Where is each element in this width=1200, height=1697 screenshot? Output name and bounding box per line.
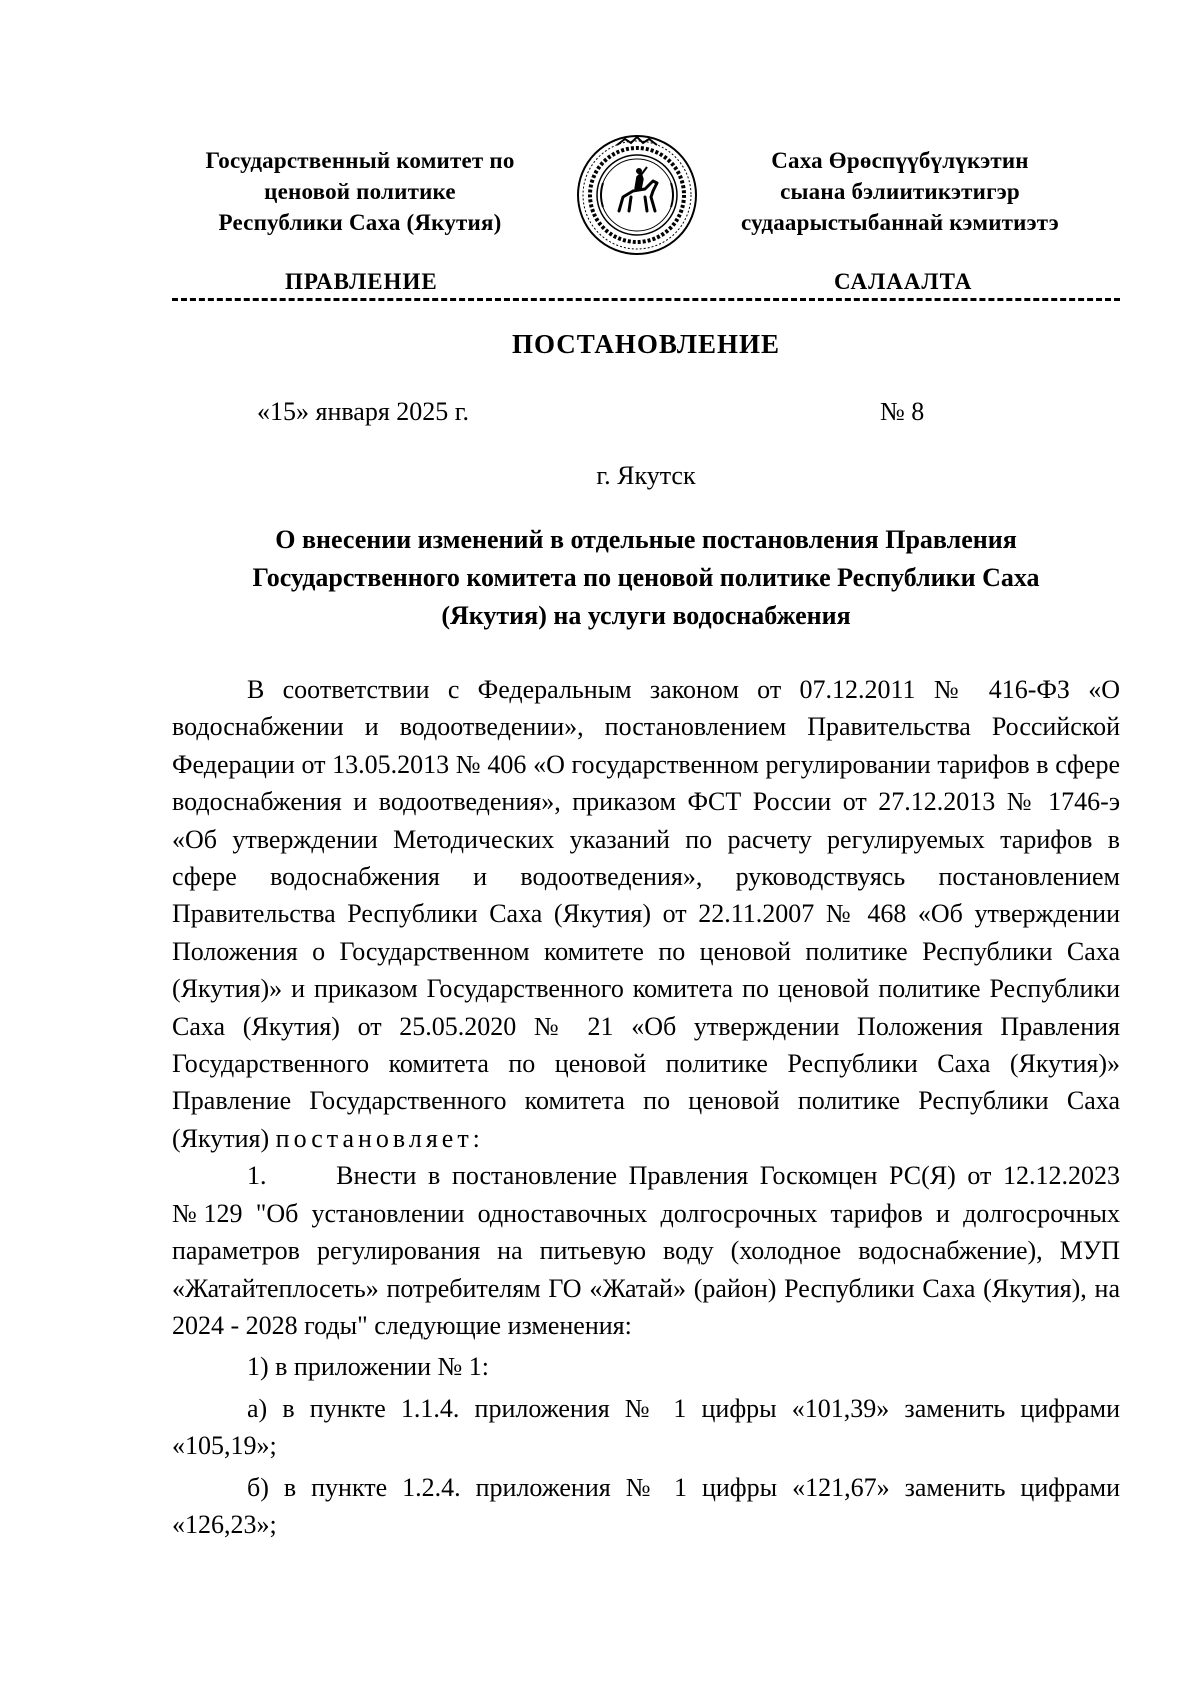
subject-line-3: (Якутия) на услуги водоснабжения: [441, 601, 851, 630]
right-org-name: [700, 145, 1100, 238]
preamble-paragraph: [172, 671, 1120, 1157]
left-org-line-3: Республики Саха (Якутия): [218, 210, 502, 235]
republic-emblem-seal: [575, 133, 699, 257]
subject-line-1: О внесении изменений в отдельные постановления Правления: [275, 525, 1017, 554]
subject-line-2: Государственного комитета по ценовой политике Республики Саха: [252, 563, 1040, 592]
document-body: [172, 671, 1127, 1543]
left-org-line-1: Государственный комитет по: [205, 148, 515, 173]
left-board-label: ПРАВЛЕНИЕ: [285, 269, 438, 294]
document-number: № 8: [880, 397, 925, 426]
right-org-line-1: Саха Өрөспүүбүлүкэтин: [771, 148, 1029, 173]
left-org-line-2: ценовой политике: [264, 179, 456, 204]
subitem-b-paragraph: б) в пункте 1.2.4. приложения № 1 цифры «121,67» заменить цифрами «126,23»;: [172, 1472, 1120, 1539]
right-board-label: САЛААЛТА: [834, 269, 973, 294]
resolves-word: постановляет:: [275, 1123, 484, 1153]
right-org-line-2: сыана бэлиитикэтигэр: [780, 179, 1020, 204]
document-subject: [172, 521, 1120, 635]
document-date: «15» января 2025 г.: [257, 397, 470, 426]
left-org-name: [160, 145, 560, 238]
subitem-a-paragraph: а) в пункте 1.1.4. приложения № 1 цифры «101,39» заменить цифрами «105,19»;: [172, 1393, 1120, 1461]
dashed-separator: [172, 298, 1120, 305]
right-org-line-3: судаарыстыбаннай кэмитиэтэ: [741, 210, 1059, 235]
document-type-title: ПОСТАНОВЛЕНИЕ: [511, 329, 781, 359]
subitem-1-paragraph: 1) в приложении № 1:: [247, 1352, 490, 1382]
item-1-paragraph: 1. Внести в постановление Правления Госкомцен РС(Я) от 12.12.2023 №129 "Об установлении одноставочных долгосрочных тарифов и долгосрочных параметров регулирования на питьевую воду (холодное водоснабжение), МУП «Жатайтеплосеть» потребителям ГО «Жатай» (район) Республики Саха (Якутия), на 2024 - 2028 годы" следующие изменения:: [172, 1161, 1127, 1340]
preamble-text: В соответствии с Федеральным законом от 07.12.2011 № 416-ФЗ «О водоснабжении и водоотведении», постановлением Правительства Российской Федерации от 13.05.2013 № 406 «О государственном регулировании тарифов в сфере водоснабжения и водоотведения», приказом ФСТ России от 27.12.2013 № 1746-э «Об утверждении Методических указаний по расчету регулируемых тарифов в сфере водоснабжения и водоотведения», руководствуясь постановлением Правительства Республики Саха (Якутия) от 22.11.2007 № 468 «Об утверждении Положения о Государственном комитете по ценовой политике Республики Саха (Якутия)» и приказом Государственного комитета по ценовой политике Республики Саха (Якутия) от 25.05.2020 № 21 «Об утверждении Положения Правления Государственного комитета по ценовой политике Республики Саха (Якутия)» Правление Государственного комитета по ценовой политике Республики Саха (Якутия): [172, 675, 1120, 1153]
document-city: г. Якутск: [596, 461, 696, 490]
